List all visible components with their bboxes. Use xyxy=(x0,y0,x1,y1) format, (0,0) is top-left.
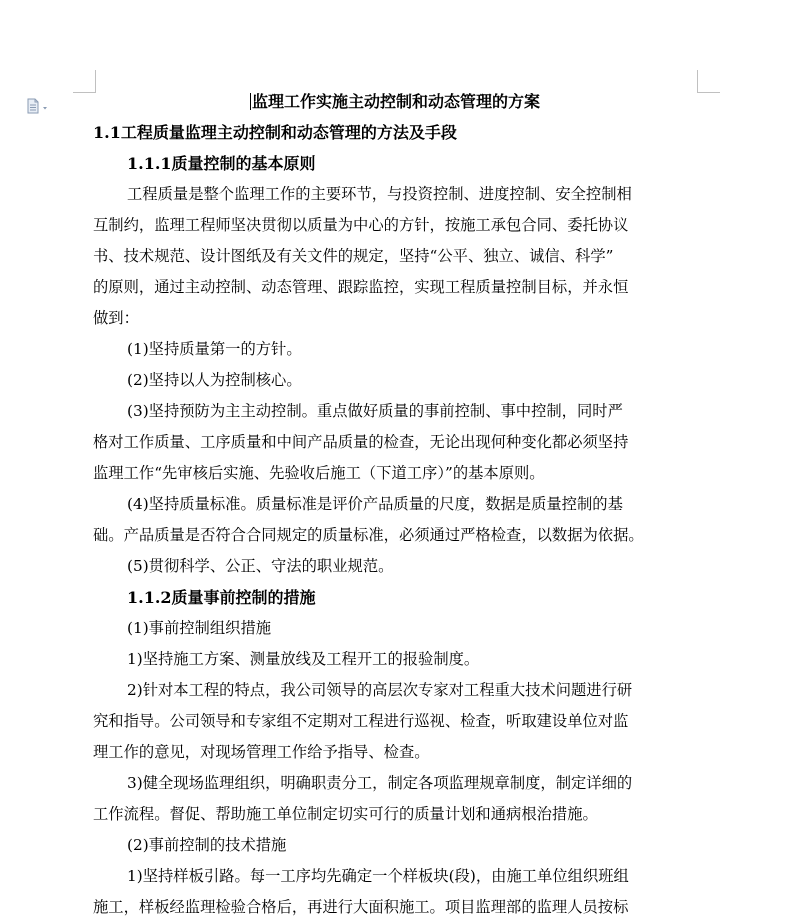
subheading-org-measures: (1)事前控制组织措施 xyxy=(127,619,272,637)
section-heading-1-1-2: 1.1.2质量事前控制的措施 xyxy=(127,588,316,607)
list-item-3-line: (3)坚持预防为主主动控制。重点做好质量的事前控制、事中控制，同时严 xyxy=(127,402,623,420)
paragraph-line: 互制约，监理工程师坚决贯彻以质量为中心的方针，按施工承包合同、委托协议 xyxy=(93,216,629,234)
paragraph-line: 工程质量是整个监理工作的主要环节，与投资控制、进度控制、安全控制相 xyxy=(127,185,632,203)
org-measure-2-line: 理工作的意见，对现场管理工作给予指导、检查。 xyxy=(93,743,430,761)
document-page[interactable] xyxy=(93,86,697,919)
org-measure-2-line: 2)针对本工程的特点，我公司领导的高层次专家对工程重大技术问题进行研 xyxy=(127,681,633,699)
subheading-tech-measures: (2)事前控制的技术措施 xyxy=(127,836,287,854)
document-icon[interactable] xyxy=(26,98,52,114)
org-measure-1: 1)坚持施工方案、测量放线及工程开工的报验制度。 xyxy=(127,650,480,668)
list-item-3-line: 格对工作质量、工序质量和中间产品质量的检查，无论出现何种变化都必须坚持 xyxy=(93,433,629,451)
list-item-3-line: 监理工作“先审核后实施、先验收后施工（下道工序）”的基本原则。 xyxy=(93,464,545,482)
document-title xyxy=(93,86,697,117)
document-title-text: 监理工作实施主动控制和动态管理的方案 xyxy=(251,92,540,111)
org-measure-3-line: 工作流程。督促、帮助施工单位制定切实可行的质量计划和通病根治措施。 xyxy=(93,805,598,823)
paragraph-line: 做到： xyxy=(93,309,139,327)
page-corner-mark-top-right xyxy=(697,70,720,93)
list-item-4-line: (4)坚持质量标准。质量标准是评价产品质量的尺度，数据是质量控制的基 xyxy=(127,495,623,513)
list-item-2: (2)坚持以人为控制核心。 xyxy=(127,371,302,389)
paragraph-line: 书、技术规范、设计图纸及有关文件的规定，坚持“公平、独立、诚信、科学” xyxy=(93,247,614,265)
list-item-4-line: 础。产品质量是否符合合同规定的质量标准，必须通过严格检查，以数据为依据。 xyxy=(93,526,644,544)
list-item-1: (1)坚持质量第一的方针。 xyxy=(127,340,302,358)
org-measure-3-line: 3)健全现场监理组织，明确职责分工，制定各项监理规章制度，制定详细的 xyxy=(127,774,633,792)
tech-measure-1-line: 施工，样板经监理检验合格后，再进行大面积施工。项目监理部的监理人员按标 xyxy=(93,898,629,916)
section-heading-1-1: 1.1工程质量监理主动控制和动态管理的方法及手段 xyxy=(93,123,457,142)
text-cursor xyxy=(250,93,251,110)
list-item-5: (5)贯彻科学、公正、守法的职业规范。 xyxy=(127,557,394,575)
org-measure-2-line: 究和指导。公司领导和专家组不定期对工程进行巡视、检查，听取建设单位对监 xyxy=(93,712,629,730)
tech-measure-1-line: 1)坚持样板引路。每一工序均先确定一个样板块(段)，由施工单位组织班组 xyxy=(127,867,629,885)
document-icon-glyph xyxy=(26,98,52,114)
paragraph-line: 的原则，通过主动控制、动态管理、跟踪监控，实现工程质量控制目标，并永恒 xyxy=(93,278,629,296)
section-heading-1-1-1: 1.1.1质量控制的基本原则 xyxy=(127,154,316,173)
